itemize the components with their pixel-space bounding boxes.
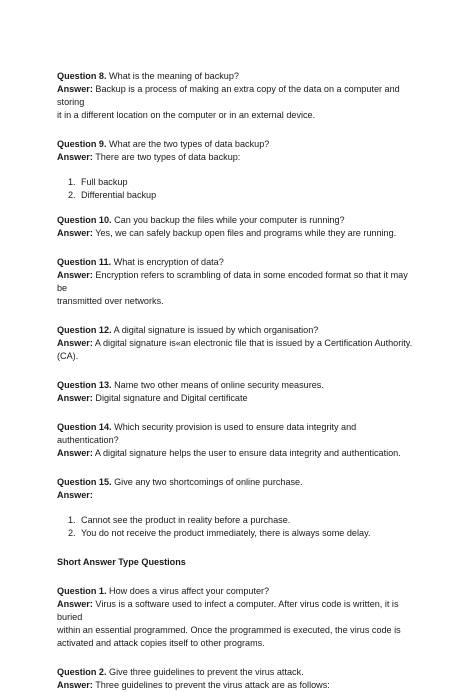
question-text: Give any two shortcomings of online purchase. [111,477,303,487]
list-item: 1. Cannot see the product in reality before a purchase. [68,515,291,525]
question-line [57,70,419,83]
answer-label: Answer: [57,228,93,238]
answer-line [57,269,419,295]
answer-text: Backup is a process of making an extra copy of the data on a computer and storing [57,84,400,107]
question-label: Question 9. [57,139,107,149]
question-text: What is encryption of data? [111,257,224,267]
answer-line [57,337,419,350]
question-block [57,324,419,363]
answer-text: Digital signature and Digital certificate [92,393,248,403]
answer-label: Answer: [57,599,93,609]
question-text: What is the meaning of backup? [106,71,239,81]
question-text: A digital signature is issued by which organisation? [111,325,319,335]
question-label: Question 1. [57,586,107,596]
question-block [57,585,419,650]
answer-line [57,392,419,405]
answer-text: A digital signature helps the user to ensure data integrity and authentication. [92,448,401,458]
list-item-text: Full backup [81,177,128,187]
answer-label: Answer: [57,338,93,348]
answer-line [57,151,419,164]
question-block [57,214,419,240]
answer-label: Answer: [57,680,93,690]
answer-text: There are two types of data backup: [92,152,241,162]
answer-text: Encryption refers to scrambling of data in some encoded format so that it may be [57,270,408,293]
question-text: Can you backup the files while your computer is running? [111,215,345,225]
question-line [57,666,419,679]
answer-text: Virus is a software used to infect a computer. After virus code is written, it is buried [57,599,399,622]
question-block [57,256,419,308]
question-block [57,476,419,540]
list-item-text: Differential backup [81,190,157,200]
answer-line [57,83,419,109]
answer-line: within an essential programmed. Once the programmed is executed, the virus code is [57,625,401,635]
answer-line [57,227,419,240]
answer-text: Three guidelines to prevent the virus attack are as follows: [92,680,330,690]
question-label: Question 12. [57,325,112,335]
answer-label: Answer: [57,393,93,403]
question-label: Question 2. [57,667,107,677]
answer-line: activated and attack copies itself to other programs. [57,638,265,648]
question-label: Question 8. [57,71,107,81]
question-line [57,324,419,337]
answer-text: A digital signature is«an electronic file that is issued by a Certification Authority. [92,338,413,348]
question-block [57,70,419,122]
question-line [57,138,419,151]
list-item-text: Cannot see the product in reality before a purchase. [81,515,291,525]
answer-label: Answer: [57,152,93,162]
question-label: Question 14. [57,422,112,432]
question-line [57,585,419,598]
question-line [57,379,419,392]
question-label: Question 10. [57,215,112,225]
numbered-list [57,514,419,540]
section-heading: Short Answer Type Questions [57,557,186,567]
answer-label: Answer: [57,270,93,280]
list-item: 2. Differential backup [68,190,157,200]
question-block [57,421,419,460]
question-text: Which security provision is used to ensure data integrity and authentication? [57,422,357,445]
answer-line: transmitted over networks. [57,296,164,306]
question-text: Give three guidelines to prevent the virus attack. [106,667,304,677]
question-text: Name two other means of online security measures. [111,380,324,390]
question-block [57,379,419,405]
answer-line [57,598,419,624]
answer-line [57,447,419,460]
question-text: What are the two types of data backup? [106,139,270,149]
answer-line: (CA). [57,351,79,361]
answer-line: it in a different location on the computer or in an external device. [57,110,316,120]
question-label: Question 15. [57,477,112,487]
list-item: 2. You do not receive the product immediately, there is always some delay. [68,528,371,538]
question-label: Question 11. [57,257,112,267]
answer-line [57,489,419,502]
question-line [57,476,419,489]
answer-label: Answer: [57,448,93,458]
question-line [57,214,419,227]
question-line [57,421,419,447]
answer-label: Answer: [57,84,93,94]
document-content [57,70,419,692]
question-label: Question 13. [57,380,112,390]
answer-text: Yes, we can safely backup open files and programs while they are running. [92,228,397,238]
question-line [57,256,419,269]
question-block [57,138,419,202]
answer-label: Answer: [57,490,93,500]
list-item-text: You do not receive the product immediately, there is always some delay. [81,528,371,538]
list-item: 1. Full backup [68,177,128,187]
answer-line [57,679,419,692]
numbered-list [57,176,419,202]
question-text: How does a virus affect your computer? [106,586,270,596]
